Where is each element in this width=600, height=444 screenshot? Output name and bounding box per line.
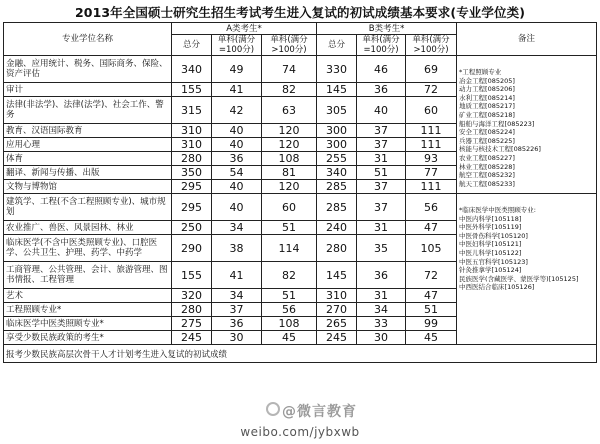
b-single-gt100: 77 [406,166,457,180]
b-single-100: 35 [357,235,406,262]
a-single-gt100: 120 [262,124,317,138]
b-total: 305 [317,97,357,124]
note-line: 中医五官科学[105123] [459,257,528,266]
b-single-gt100: 111 [406,138,457,152]
major-name: 文物与博物馆 [4,180,172,194]
note-line: *工程照顾专业 [459,68,502,76]
a-single-100: 49 [212,56,262,83]
b-total: 340 [317,166,357,180]
a-single-gt100: 45 [262,331,317,345]
b-single-gt100: 51 [406,303,457,317]
note-line: 中医妇科学[105121] [459,240,522,249]
footnote-row [4,345,597,363]
header-b-single-gt100: 单科(满分>100分) [406,35,457,56]
note-line: 矿业工程[085218] [459,110,515,119]
b-single-100: 31 [357,221,406,235]
a-single-100: 38 [212,235,262,262]
a-single-100: 37 [212,303,262,317]
a-single-gt100: 114 [262,235,317,262]
header-a-single-gt100: 单科(满分>100分) [262,35,317,56]
major-name: 工商管理、公共管理、会计、旅游管理、图书情报、工程管理 [4,262,172,289]
b-single-gt100: 72 [406,262,457,289]
source-url: weibo.com/jybxwb [240,425,360,439]
b-single-100: 37 [357,124,406,138]
a-total: 295 [172,194,212,221]
a-total: 275 [172,317,212,331]
note-line: 中医内科学[105118] [459,214,522,223]
b-total: 280 [317,235,357,262]
major-name: 教育、汉语国际教育 [4,124,172,138]
b-single-100: 33 [357,317,406,331]
a-single-gt100: 120 [262,138,317,152]
b-total: 145 [317,83,357,97]
major-name: 工程照顾专业* [4,303,172,317]
b-total: 300 [317,138,357,152]
b-single-gt100: 99 [406,317,457,331]
page-title: 2013年全国硕士研究生招生考试考生进入复试的初试成绩基本要求(专业学位类) [74,5,526,20]
a-single-gt100: 82 [262,83,317,97]
a-single-100: 30 [212,331,262,345]
a-total: 295 [172,180,212,194]
a-single-gt100: 56 [262,303,317,317]
b-single-gt100: 105 [406,235,457,262]
major-name: 农业推广、兽医、风景园林、林业 [4,221,172,235]
major-name: 应用心理 [4,138,172,152]
a-total: 340 [172,56,212,83]
header-group-a: A类考生* [172,23,317,35]
header-a-single-100: 单科(满分=100分) [212,35,262,56]
note-line: 农业工程[085227] [459,153,515,162]
a-total: 350 [172,166,212,180]
b-single-100: 34 [357,303,406,317]
b-single-100: 31 [357,289,406,303]
a-single-100: 42 [212,97,262,124]
table-row [4,56,597,83]
a-total: 315 [172,97,212,124]
note-line: 中医外科学[105119] [459,223,522,232]
a-total: 280 [172,303,212,317]
b-single-100: 40 [357,97,406,124]
major-name: 临床医学(不含中医类照顾专业)、口腔医学、公共卫生、护理、药学、中药学 [4,235,172,262]
a-total: 250 [172,221,212,235]
a-single-gt100: 81 [262,166,317,180]
b-single-100: 31 [357,152,406,166]
b-total: 270 [317,303,357,317]
a-single-100: 34 [212,289,262,303]
b-single-gt100: 93 [406,152,457,166]
note-line: 核能与核技术工程[085226] [459,145,541,154]
b-single-gt100: 47 [406,289,457,303]
b-total: 285 [317,180,357,194]
b-single-100: 51 [357,166,406,180]
b-total: 330 [317,56,357,83]
b-total: 310 [317,289,357,303]
note-line: 民族医学(含藏医学、蒙医学等)[105125] [459,274,579,283]
note-line: 安全工程[085224] [459,128,515,137]
b-total: 265 [317,317,357,331]
b-single-100: 36 [357,83,406,97]
a-single-100: 36 [212,152,262,166]
header-a-total: 总分 [172,35,212,56]
b-total: 245 [317,331,357,345]
header-notes: 备注 [457,23,597,56]
watermark: @微言教育 [282,404,357,420]
b-single-gt100: 60 [406,97,457,124]
b-total: 145 [317,262,357,289]
b-single-gt100: 47 [406,221,457,235]
b-single-100: 37 [357,194,406,221]
note-line: 水利工程[085214] [459,93,515,102]
b-single-100: 30 [357,331,406,345]
a-total: 155 [172,83,212,97]
note-line: *临床医学中医类照顾专业: [459,206,536,214]
b-single-100: 36 [357,262,406,289]
a-total: 320 [172,289,212,303]
table-row [4,194,597,221]
b-single-100: 37 [357,180,406,194]
notes-cell [457,56,597,194]
b-total: 300 [317,124,357,138]
a-single-gt100: 63 [262,97,317,124]
score-table [3,22,597,363]
a-total: 280 [172,152,212,166]
weibo-logo-icon [266,402,280,416]
b-single-gt100: 72 [406,83,457,97]
note-line: 针灸推拿学[105124] [459,266,522,275]
a-total: 310 [172,124,212,138]
note-line: 林业工程[085228] [459,162,515,171]
major-name: 建筑学、工程(不含工程照顾专业)、城市规划 [4,194,172,221]
a-single-100: 40 [212,180,262,194]
major-name: 享受少数民族政策的考生* [4,331,172,345]
major-name: 体育 [4,152,172,166]
a-single-100: 54 [212,166,262,180]
major-name: 艺术 [4,289,172,303]
note-line: 航天工程[085233] [459,179,515,188]
major-name: 翻译、新闻与传播、出版 [4,166,172,180]
b-single-gt100: 111 [406,124,457,138]
a-single-100: 36 [212,317,262,331]
b-total: 285 [317,194,357,221]
b-single-gt100: 111 [406,180,457,194]
b-single-100: 46 [357,56,406,83]
a-single-100: 41 [212,83,262,97]
a-single-100: 40 [212,194,262,221]
footnote: 报考少数民族高层次骨干人才计划考生进入复试的初试成绩 [4,345,597,363]
note-line: 中西医结合临床[105126] [459,283,535,292]
note-line: 冶金工程[085205] [459,76,515,85]
a-single-100: 40 [212,138,262,152]
note-line: 地质工程[085217] [459,102,515,111]
note-line: 兵器工程[085225] [459,136,515,145]
a-single-100: 41 [212,262,262,289]
note-line: 中医骨伤科学[105120] [459,231,528,240]
note-line: 动力工程[085206] [459,85,515,94]
header-group-b: B类考生* [317,23,457,35]
a-total: 245 [172,331,212,345]
b-single-100: 37 [357,138,406,152]
a-single-100: 40 [212,124,262,138]
a-single-100: 34 [212,221,262,235]
b-single-gt100: 45 [406,331,457,345]
a-single-gt100: 120 [262,180,317,194]
b-single-gt100: 56 [406,194,457,221]
engineering-notes [459,68,594,188]
a-single-gt100: 74 [262,56,317,83]
b-total: 240 [317,221,357,235]
a-single-gt100: 82 [262,262,317,289]
notes-cell-medical [457,194,597,345]
medical-notes [459,206,594,292]
major-name: 审计 [4,83,172,97]
a-single-gt100: 60 [262,194,317,221]
a-single-gt100: 51 [262,221,317,235]
note-line: 中医儿科学[105122] [459,248,522,257]
header-b-single-100: 单科(满分=100分) [357,35,406,56]
a-single-gt100: 108 [262,317,317,331]
header-b-total: 总分 [317,35,357,56]
b-single-gt100: 69 [406,56,457,83]
header-major: 专业学位名称 [4,23,172,56]
major-name: 金融、应用统计、税务、国际商务、保险、资产评估 [4,56,172,83]
a-total: 155 [172,262,212,289]
major-name: 临床医学中医类照顾专业* [4,317,172,331]
a-single-gt100: 108 [262,152,317,166]
major-name: 法律(非法学)、法律(法学)、社会工作、警务 [4,97,172,124]
b-total: 255 [317,152,357,166]
note-line: 航空工程[085232] [459,171,515,180]
a-total: 290 [172,235,212,262]
a-total: 310 [172,138,212,152]
a-single-gt100: 51 [262,289,317,303]
note-line: 船舶与海洋工程[085223] [459,119,535,128]
